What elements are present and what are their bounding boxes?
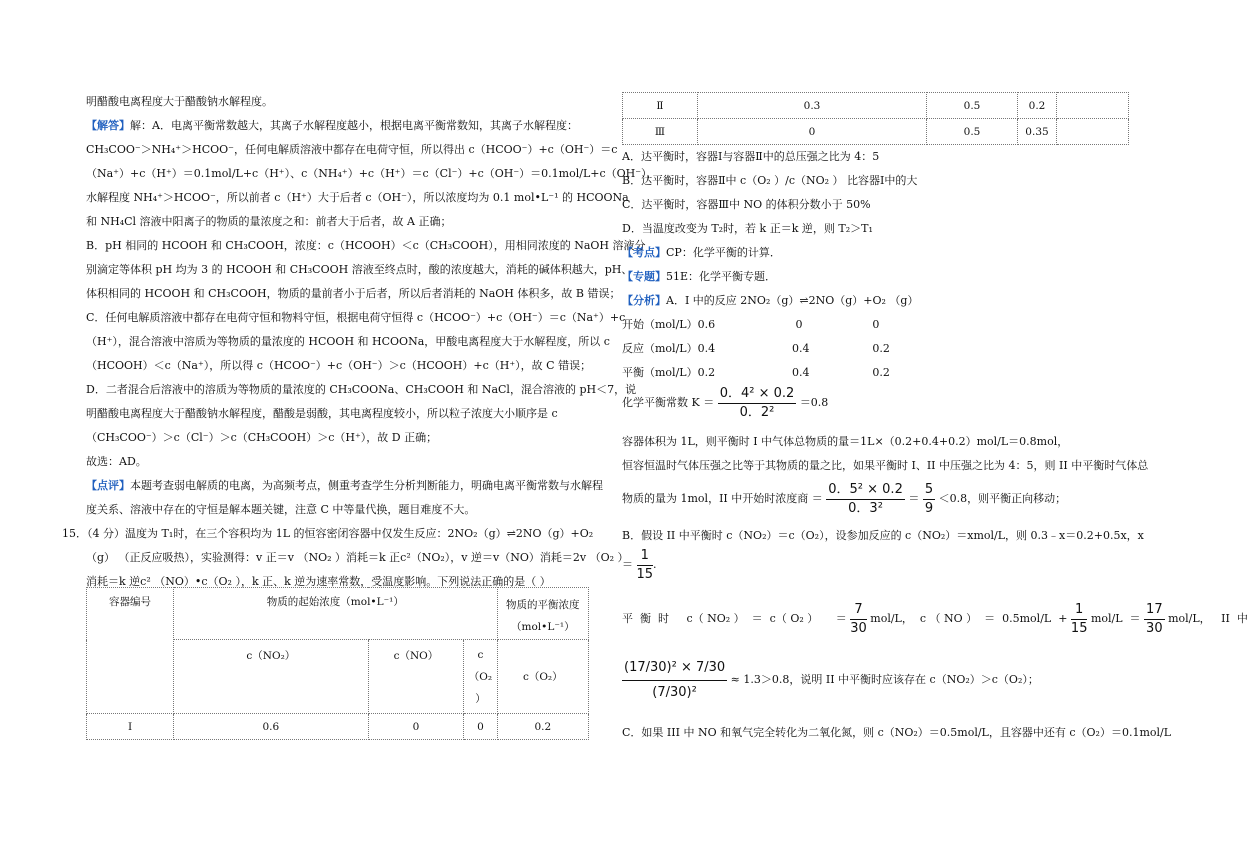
table-row: Ⅱ 0.3 0.5 0.2 bbox=[623, 93, 1129, 119]
x-value-line: ＝ $\frac{1}{15}$ . bbox=[622, 547, 657, 582]
text-line: 反应（mol/L）0.4 0.4 0.2 bbox=[622, 342, 890, 355]
concentration-table-continued bbox=[622, 92, 1129, 145]
text-line: 体积相同的 HCOOH 和 CH₃COOH，物质的量前者小于后者，所以后者消耗的 NaOH 体积多，故 B 错误； bbox=[86, 287, 621, 300]
reaction-quotient-line: 物质的量为 1mol，II 中开始时浓度商 ＝ $\frac{\text{0．5² × 0.2}}{\text{0．3²}}$ ＝ $\frac{5}{9}$ ＜0.8，则平衡正向移动； bbox=[622, 481, 1067, 516]
table-header-container: 容器编号 bbox=[87, 588, 174, 714]
x-fraction: $\frac{1}{15}$ bbox=[636, 547, 654, 582]
text-line: CH₃COO⁻＞NH₄⁺＞HCOO⁻，任何电解质溶液中都存在电荷守恒，所以得出 c（HCOO⁻）+c（OH⁻）＝c bbox=[86, 143, 618, 156]
subject-line: 【专题】51E：化学平衡专题． bbox=[622, 270, 777, 283]
text-line: （HCOOH）＜c（Na⁺），所以得 c（HCOO⁻）+c（OH⁻）＞c（HCOOH）+c（H⁺），故 C 错误； bbox=[86, 359, 592, 372]
question-15-line: 15．（4 分）温度为 T₁时，在三个容积均为 1L 的恒容密闭容器中仅发生反应：2NO₂（g）⇌2NO（g）+O₂ bbox=[62, 527, 594, 540]
analysis-line: 【分析】A．I 中的反应 2NO₂（g）⇌2NO（g）+O₂ （g） bbox=[622, 294, 919, 307]
k-fraction: $\frac{\text{0．4² × 0.2}}{\text{0．2²}}$ bbox=[719, 385, 795, 420]
equilibrium-constant-line: 化学平衡常数 K ＝ $\frac{\text{0．4² × 0.2}}{\text{0．2²}}$ ＝0.8 bbox=[622, 385, 829, 420]
text-line: D．二者混合后溶液中的溶质为等物质的量浓度的 CH₃COONa、CH₃COOH 和 NaCl，混合溶液的 pH＜7，说 bbox=[86, 383, 637, 396]
text-line: 恒容恒温时气体压强之比等于其物质的量之比，如果平衡时 I、II 中压强之比为 4：5，则 II 中平衡时气体总 bbox=[622, 459, 1149, 472]
equilibrium-concentration-line: 平 衡 时 c（ NO₂ ） ＝ c（ O₂ ） ＝ $\frac{7}{30}$ mol/L， c （ NO ） ＝ 0.5mol/L + $\frac{1}{15}$ mol/L ＝ $\frac{17}{30}$ mol/L， II 中 bbox=[622, 601, 1248, 636]
text-line: B．假设 II 中平衡时 c（NO₂）＝c（O₂），设参加反应的 c（NO₂）＝xmol/L，则 0.3﹣x＝0.2+0.5x，x bbox=[622, 529, 1144, 542]
topic-line: 【考点】CP：化学平衡的计算． bbox=[622, 246, 781, 259]
text-line: 别滴定等体积 pH 均为 3 的 HCOOH 和 CH₃COOH 溶液至终点时，酸的浓度越大，消耗的碱体积越大，pH、 bbox=[86, 263, 633, 276]
text-line: 度关系、溶液中存在的守恒是解本题关键，注意 C 中等量代换，题目难度不大。 bbox=[86, 503, 476, 516]
text-line: （Na⁺）+c（H⁺）＝0.1mol/L+c（H⁺）、c（NH₄⁺）+c（H⁺）＝c（Cl⁻）+c（OH⁻）＝0.1mol/L+c（OH⁻）， bbox=[86, 167, 658, 180]
text-line: （H⁺），混合溶液中溶质为等物质的量浓度的 HCOOH 和 HCOONa，甲酸电离程度大于水解程度，所以 c bbox=[86, 335, 610, 348]
text-line: C．任何电解质溶液中都存在电荷守恒和物料守恒，根据电荷守恒得 c（HCOO⁻）+c（OH⁻）＝c（Na⁺）+c bbox=[86, 311, 626, 324]
option-b: B．达平衡时，容器Ⅱ中 c（O₂ ）/c（NO₂ ） 比容器Ⅰ中的大 bbox=[622, 174, 918, 187]
table-header-initial: 物质的起始浓度（mol•L⁻¹） bbox=[174, 588, 498, 640]
option-d: D．当温度改变为 T₂时，若 k 正＝k 逆，则 T₂＞T₁ bbox=[622, 222, 873, 235]
text-line: 明醋酸电离程度大于醋酸钠水解程度，醋酸是弱酸，其电离程度较小，所以粒子浓度大小顺序是 c bbox=[86, 407, 558, 420]
q-fraction: $\frac{\text{0．5² × 0.2}}{\text{0．3²}}$ bbox=[828, 481, 903, 516]
text-line: 开始（mol/L）0.6 0 0 bbox=[622, 318, 880, 331]
table-header-equilibrium: 物质的平衡浓度（mol•L⁻¹） bbox=[497, 588, 588, 640]
text-line: 明醋酸电离程度大于醋酸钠水解程度。 bbox=[86, 95, 273, 108]
tag-answer: 【解答】 bbox=[86, 119, 130, 132]
q-value-fraction: $\frac{5}{9}$ bbox=[924, 481, 934, 516]
table-row: Ⅲ 0 0.5 0.35 bbox=[623, 119, 1129, 145]
table-row: Ⅰ 0.6 0 0 0.2 bbox=[87, 714, 589, 740]
text-line: 平衡（mol/L）0.2 0.4 0.2 bbox=[622, 366, 890, 379]
text-line: 水解程度 NH₄⁺＞HCOO⁻，所以前者 c（H⁺）大于后者 c（OH⁻），所以浓度均为 0.1 mol•L⁻¹ 的 HCOONa bbox=[86, 191, 629, 204]
tag-comment: 【点评】 bbox=[86, 479, 130, 492]
fraction-1-15: $\frac{1}{15}$ bbox=[1070, 601, 1088, 636]
comment-line: 【点评】本题考查弱电解质的电离，为高频考点，侧重考查学生分析判断能力，明确电离平衡常数与水解程 bbox=[86, 479, 603, 492]
big-fraction: $\frac{\text{(17/30)² × 7/30}}{\text{(7/30)²}}$ bbox=[622, 656, 727, 705]
text-line: （g） （正反应吸热），实验测得：v 正＝v （NO₂ ）消耗＝k 正c²（NO₂），v 逆＝v（NO）消耗＝2v （O₂ ） bbox=[86, 551, 629, 564]
table-col-o2-eq: c（O₂） bbox=[497, 640, 588, 714]
table-col-no: c（NO） bbox=[368, 640, 464, 714]
text-line: C．如果 III 中 NO 和氧气完全转化为二氧化氮，则 c（NO₂）＝0.5mol/L，且容器中还有 c（O₂）＝0.1mol/L bbox=[622, 726, 1172, 739]
table-col-o2: c （O₂ ） bbox=[464, 640, 497, 714]
fraction-17-30: $\frac{17}{30}$ bbox=[1146, 601, 1163, 636]
text-line: 容器体积为 1L，则平衡时 I 中气体总物质的量＝1L×（0.2+0.4+0.2）mol/L＝0.8mol， bbox=[622, 435, 1069, 448]
option-c: C．达平衡时，容器Ⅲ中 NO 的体积分数小于 50% bbox=[622, 198, 871, 211]
option-a: A．达平衡时，容器Ⅰ与容器Ⅱ中的总压强之比为 4：5 bbox=[622, 150, 880, 163]
text-line: 和 NH₄Cl 溶液中阳离子的物质的量浓度之和：前者大于后者，故 A 正确； bbox=[86, 215, 452, 228]
text-line: （CH₃COO⁻）＞c（Cl⁻）＞c（CH₃COOH）＞c（H⁺），故 D 正确； bbox=[86, 431, 438, 444]
text-line: 消耗＝k 逆c² （NO）•c（O₂ ），k 正、k 逆为速率常数，受温度影响。下列说法正确的是（ ） bbox=[86, 575, 551, 588]
concentration-table bbox=[86, 587, 589, 740]
text-line: B．pH 相同的 HCOOH 和 CH₃COOH，浓度：c（HCOOH）＜c（CH₃COOH），用相同浓度的 NaOH 溶液分 bbox=[86, 239, 646, 252]
text-line: 故选：AD。 bbox=[86, 455, 147, 468]
quotient-comparison-line: $\frac{\text{(17/30)² × 7/30}}{\text{(7/30)²}}$ ≈ 1.3＞0.8，说明 II 中平衡时应该存在 c（NO₂）＞c（O₂）； bbox=[622, 650, 1039, 710]
answer-line-a: 【解答】解：A．电离平衡常数越大，其离子水解程度越小，根据电离平衡常数知，其离子水解程度： bbox=[86, 119, 578, 132]
fraction-7-30: $\frac{7}{30}$ bbox=[850, 601, 867, 636]
table-col-no2: c（NO₂） bbox=[174, 640, 369, 714]
